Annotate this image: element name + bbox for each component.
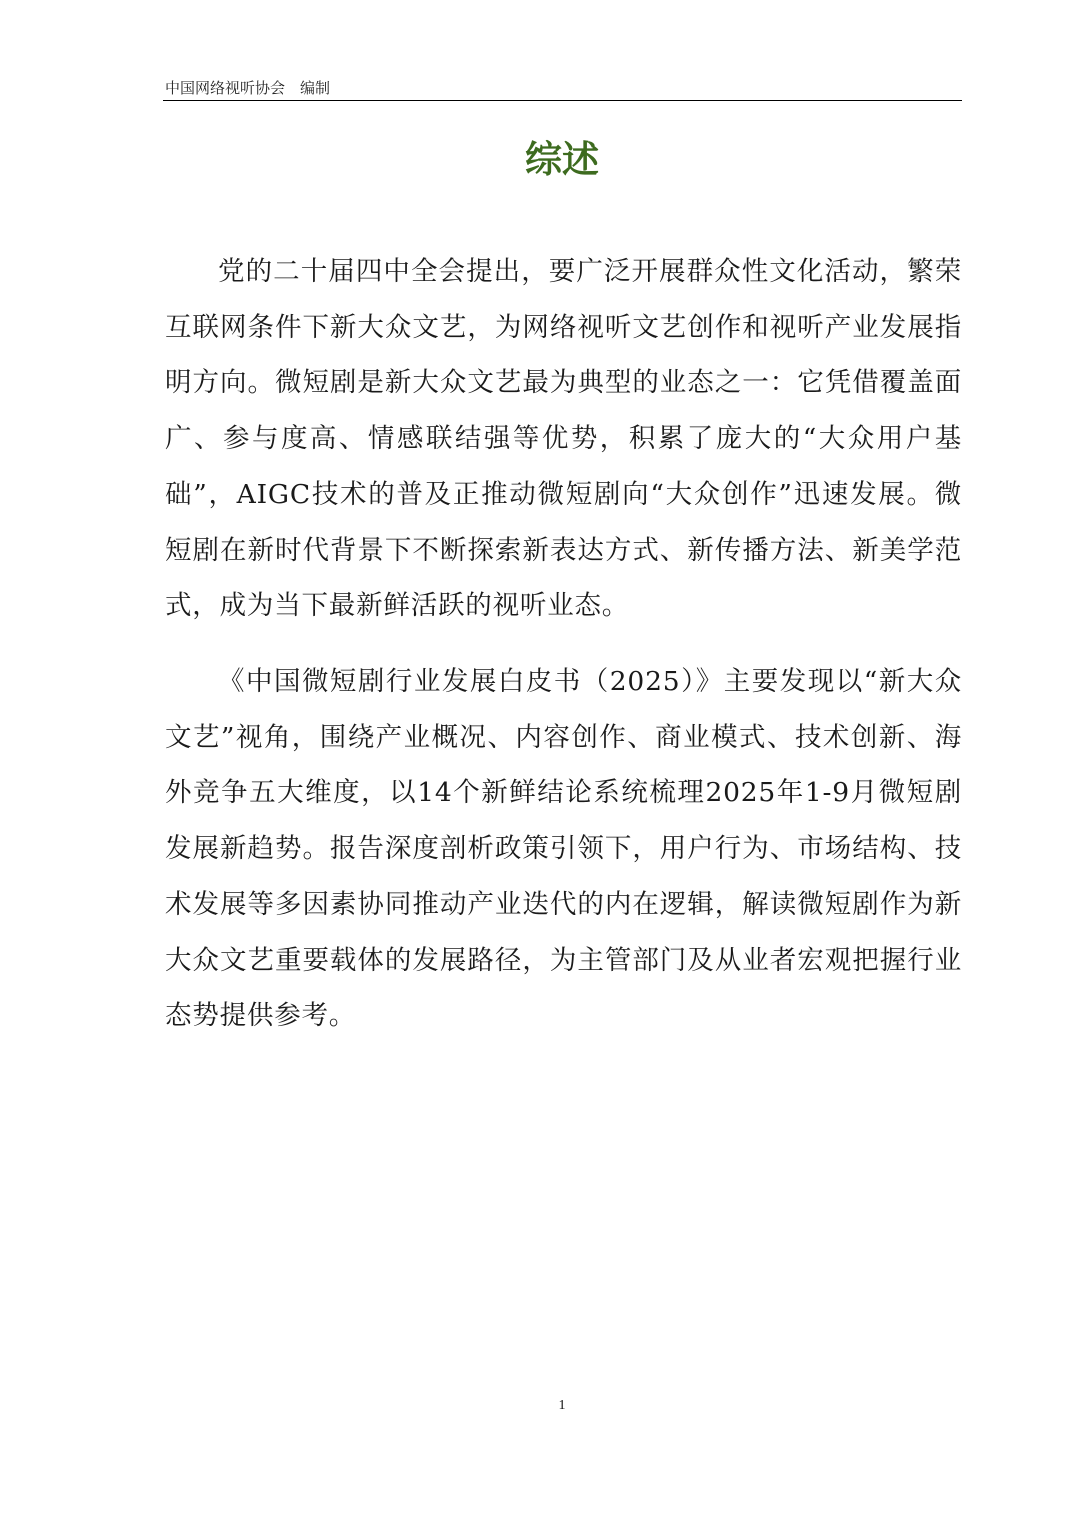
paragraph-1: 党的二十届四中全会提出，要广泛开展群众性文化活动，繁荣互联网条件下新大众文艺，为网络视听文艺创作和视听产业发展指明方向。微短剧是新大众文艺最为典型的业态之一：它凭借覆盖面广、参与度高、情感联结强等优势，积累了庞大的“大众用户基础”，AIGC技术的普及正推动微短剧向“大众创作”迅速发展。微短剧在新时代背景下不断探索新表达方式、新传播方法、新美学范式，成为当下最新鲜活跃的视听业态。: [165, 256, 962, 622]
document-header: 中国网络视听协会 编制: [165, 79, 331, 97]
header-divider: [163, 100, 962, 101]
page-number: 1: [558, 1398, 566, 1413]
page-title: 综述: [525, 138, 599, 181]
paragraph-2: 《中国微短剧行业发展白皮书（2025）》主要发现以“新大众文艺”视角，围绕产业概况、内容创作、商业模式、技术创新、海外竞争五大维度，以14个新鲜结论系统梳理2025年1-9月微短剧发展新趋势。报告深度剖析政策引领下，用户行为、市场结构、技术发展等多因素协同推动产业迭代的内在逻辑，解读微短剧作为新大众文艺重要载体的发展路径，为主管部门及从业者宏观把握行业态势提供参考。: [165, 666, 962, 1032]
